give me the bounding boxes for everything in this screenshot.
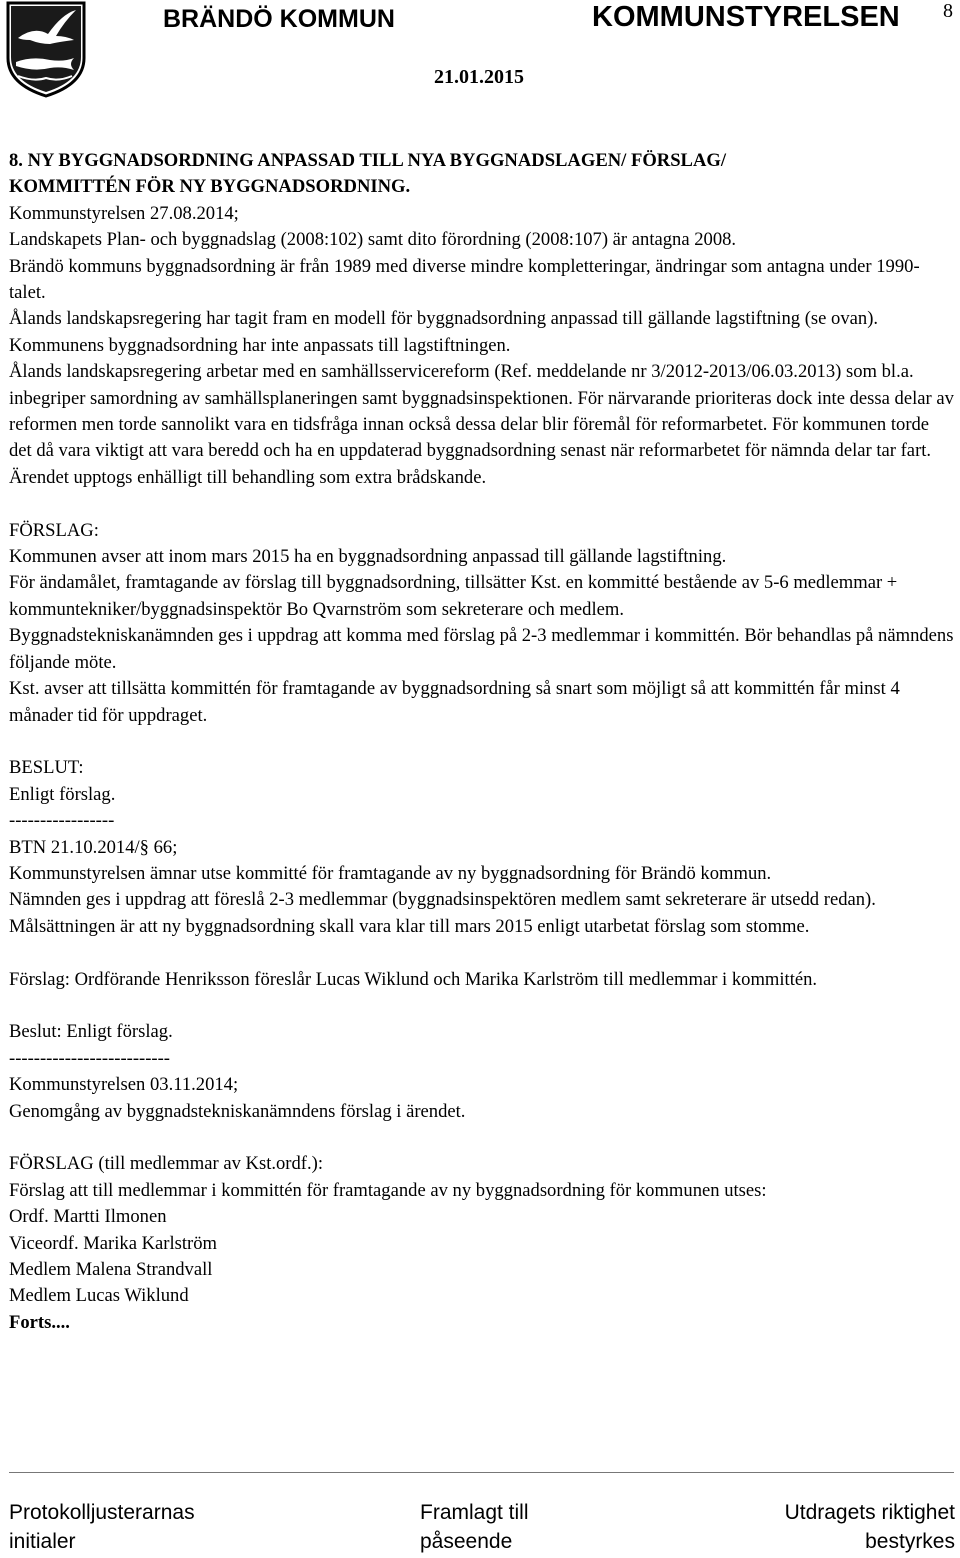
intro-paragraph: Ålands landskapsregering har tagit fram en modell för byggnadsordning anpassad till gällande lagstiftning (se ovan). Kommunens byggnadsordning har inte anpassats till lagstiftningen. (9, 308, 879, 356)
proposal-paragraph: Kommunen avser att inom mars 2015 ha en byggnadsordning anpassad till gällande lagstiftning. (9, 546, 727, 568)
footer-display-line-2: påseende (420, 1530, 513, 1553)
member-item: Medlem Lucas Wiklund (9, 1285, 189, 1307)
proposal-paragraph: För ändamålet, framtagande av förslag till byggnadsordning, tillsätter Kst. en kommitté bestående av 5-6 medlemmar + kommuntekniker/byggnadsinspektör Bo Qvarnström som sekreterare och medlem. (9, 572, 898, 620)
intro-paragraph: Kommunstyrelsen 27.08.2014; (9, 202, 239, 224)
ks-reference: Kommunstyrelsen 03.11.2014; (9, 1074, 239, 1096)
btn-paragraph: Nämnden ges i uppdrag att föreslå 2-3 medlemmar (byggnadsinspektören medlem samt sekreterare är utsedd redan). Målsättningen är att ny byggnadsordning skall vara klar till mars 2015 enligt utarbetat förslag som stomme. (9, 889, 876, 937)
member-item: Ordf. Martti Ilmonen (9, 1206, 167, 1228)
btn-decision: Beslut: Enligt förslag. (9, 1021, 173, 1043)
member-item: Medlem Malena Strandvall (9, 1258, 213, 1280)
municipality-name: BRÄNDÖ KOMMUN (163, 5, 395, 33)
btn-paragraph: Kommunstyrelsen ämnar utse kommitté för framtagande av ny byggnadsordning för Brändö kommun. (9, 862, 772, 884)
item-title-line-1: 8. NY BYGGNADSORDNING ANPASSAD TILL NYA BYGGNADSLAGEN/ FÖRSLAG/ (9, 150, 727, 171)
intro-paragraph: Ärendet upptogs enhälligt till behandling som extra brådskande. (9, 466, 487, 488)
footer-initials (9, 1498, 195, 1556)
decision-heading: BESLUT: (9, 757, 84, 779)
decision-text: Enligt förslag. (9, 783, 116, 805)
footer-divider (9, 1472, 954, 1473)
ks-proposal-heading: FÖRSLAG (till medlemmar av Kst.ordf.): (9, 1153, 323, 1175)
item-title-line-2: KOMMITTÉN FÖR NY BYGGNADSORDNING. (9, 176, 411, 198)
btn-proposal: Förslag: Ordförande Henriksson föreslår Lucas Wiklund och Marika Karlström till medlemmar i kommittén. (9, 968, 818, 990)
btn-reference: BTN 21.10.2014/§ 66; (9, 836, 178, 858)
proposal-heading: FÖRSLAG: (9, 519, 99, 541)
ks-text: Genomgång av byggnadstekniskanämndens förslag i ärendet. (9, 1100, 466, 1122)
ks-proposal-intro: Förslag att till medlemmar i kommittén för framtagande av ny byggnadsordning för kommunen utses: (9, 1179, 767, 1201)
member-item: Viceordf. Marika Karlström (9, 1232, 217, 1254)
intro-paragraph: Brändö kommuns byggnadsordning är från 1989 med diverse mindre kompletteringar, ändringar som antagna under 1990-talet. (9, 255, 920, 304)
proposal-paragraph: Byggnadstekniskanämnden ges i uppdrag att komma med förslag på 2-3 medlemmar i kommittén. Bör behandlas på nämndens följande möte. (9, 625, 954, 673)
footer-display-line-1: Framlagt till (420, 1501, 529, 1524)
footer-initials-line-1: Protokolljusterarnas (9, 1501, 195, 1524)
footer-certification-line-2: bestyrkes (865, 1530, 955, 1553)
footer-certification-line-1: Utdragets riktighet (784, 1501, 955, 1524)
intro-paragraph: Ålands landskapsregering arbetar med en samhällsservicereform (Ref. meddelande nr 3/2012-2013/06.03.2013) som bl.a. inbegriper samordning av samhällsplaneringen samt byggnadsinspektionen. För närvarande prioriteras dock inte dessa delar av reformen men torde sannolikt vara en tidsfråga innan också dessa delar blir föremål för reformarbetet. För kommunen torde det då vara viktigt att vara beredd och ha en uppdaterad byggnadsordning senast när reformarbetet för nämnda delar tar fart. (9, 361, 954, 462)
footer-initials-line-2: initialer (9, 1530, 76, 1553)
separator: ----------------- (9, 810, 115, 832)
separator: -------------------------- (9, 1047, 170, 1069)
intro-paragraph: Landskapets Plan- och byggnadslag (2008:102) samt dito förordning (2008:107) är antagna 2008. (9, 229, 737, 251)
proposal-paragraph: Kst. avser att tillsätta kommittén för framtagande av byggnadsordning så snart som möjligt så att kommittén får minst 4 månader tid för uppdraget. (9, 678, 900, 726)
footer-certification (785, 1498, 955, 1556)
body-name: KOMMUNSTYRELSEN (592, 1, 900, 33)
agenda-item (9, 148, 955, 1336)
municipal-coat-of-arms (4, 0, 88, 98)
meeting-date: 21.01.2015 (434, 66, 524, 88)
page-number: 8 (943, 0, 953, 22)
continued-note: Forts.... (9, 1311, 70, 1333)
footer-public-display (420, 1498, 529, 1556)
